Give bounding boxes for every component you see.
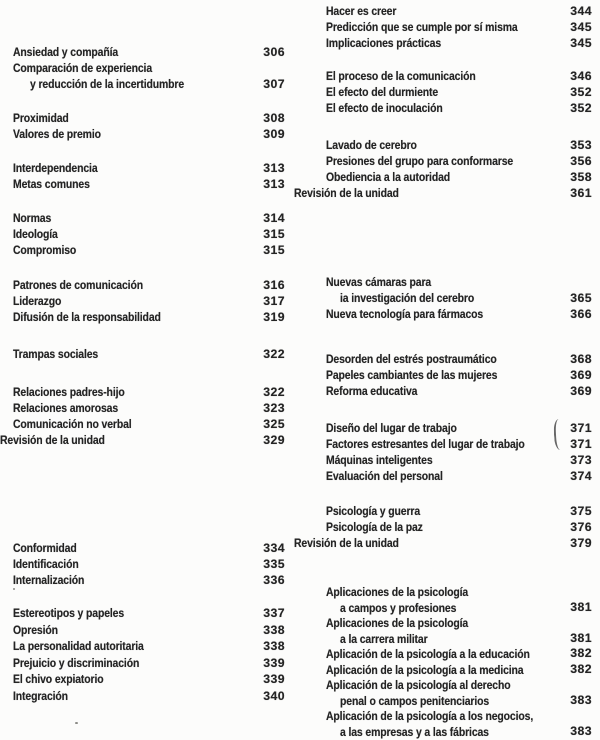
toc-entry-title: Internalización (13, 572, 84, 588)
toc-entry-page-number: 383 (570, 693, 592, 709)
toc-entry (294, 19, 594, 35)
toc-entry-title: Ansiedad y compañía (13, 44, 118, 60)
toc-entry (294, 631, 594, 647)
toc-entry-page-number: 371 (570, 420, 592, 436)
toc-entry-title: Difusión de la responsabilidad (13, 309, 161, 325)
toc-entry (294, 708, 594, 724)
toc-entry-page-number: 361 (570, 185, 592, 201)
toc-entry-title: Psicología de la paz (326, 519, 423, 535)
toc-entry (0, 638, 287, 655)
toc-entry (294, 724, 594, 740)
toc-entry (294, 452, 594, 468)
toc-entry-page-number: 338 (263, 622, 285, 639)
toc-entry-page-number: 315 (263, 226, 285, 242)
toc-entry (294, 185, 594, 201)
toc-entry-title: y reducción de la incertidumbre (30, 76, 184, 92)
toc-entry-title: Hacer es creer (326, 3, 396, 19)
toc-entry-title: Interdependencia (13, 160, 98, 176)
toc-entry-page-number: 345 (570, 35, 592, 51)
toc-entry (0, 540, 287, 556)
toc-entry-page-number: 358 (570, 169, 592, 185)
toc-entry (0, 416, 287, 432)
toc-entry-title: Desorden del estrés postraumático (326, 351, 497, 367)
toc-entry-page-number: 307 (263, 76, 285, 92)
toc-group (294, 351, 594, 399)
toc-entry-title: Conformidad (13, 540, 77, 556)
toc-group (0, 277, 287, 325)
toc-entry-title: Aplicación de la psicología a la medicina (326, 663, 524, 679)
toc-entry-page-number: 323 (263, 400, 285, 416)
toc-entry (0, 384, 287, 400)
toc-group (294, 503, 594, 551)
toc-entry-page-number: 322 (263, 384, 285, 400)
toc-entry-title: a la carrera militar (340, 632, 428, 648)
toc-group (0, 346, 287, 362)
toc-entry-page-number: 315 (263, 242, 285, 258)
toc-entry-title: Aplicación de la psicología a la educación (326, 647, 530, 663)
toc-entry (0, 572, 287, 588)
toc-entry-page-number: 338 (263, 638, 285, 655)
toc-entry-title: Diseño del lugar de trabajo (326, 420, 457, 436)
toc-entry (0, 60, 287, 76)
toc-entry (0, 210, 287, 226)
toc-entry-page-number: 376 (570, 519, 592, 535)
toc-entry (0, 605, 287, 622)
toc-entry (0, 44, 287, 60)
toc-group (0, 384, 287, 448)
toc-entry-page-number: 352 (570, 100, 592, 116)
toc-group (0, 160, 287, 192)
toc-entry (294, 351, 594, 367)
toc-entry (294, 677, 594, 693)
toc-entry-page-number: 316 (263, 277, 285, 293)
toc-entry-page-number: 379 (570, 535, 592, 551)
toc-entry-title: Trampas sociales (13, 346, 98, 362)
toc-entry-page-number: 375 (570, 503, 592, 519)
toc-entry-page-number: 374 (570, 468, 592, 484)
toc-entry-title: Papeles cambiantes de las mujeres (326, 367, 497, 383)
toc-entry-title: El efecto de inoculación (326, 100, 443, 116)
toc-entry-title: Aplicaciones de la psicología (326, 616, 468, 632)
toc-entry-page-number: 383 (570, 724, 592, 740)
toc-entry-page-number: 336 (263, 572, 285, 588)
toc-entry-page-number: 337 (263, 605, 285, 622)
toc-group (294, 420, 594, 484)
toc-entry-title: Valores de premio (13, 126, 101, 142)
toc-entry-title: Prejuicio y discriminación (13, 655, 139, 672)
toc-entry-page-number: 369 (570, 383, 592, 399)
toc-entry-title: Identificación (13, 556, 79, 572)
toc-entry (294, 367, 594, 383)
toc-entry-page-number: 313 (263, 160, 285, 176)
toc-entry (294, 420, 594, 436)
toc-entry (294, 646, 594, 662)
toc-entry-title: Nueva tecnología para fármacos (326, 306, 483, 322)
toc-entry (0, 622, 287, 639)
toc-entry (0, 76, 287, 92)
toc-entry (0, 126, 287, 142)
toc-entry (294, 137, 594, 153)
toc-entry-title: Evaluación del personal (326, 468, 443, 484)
toc-entry-title: Ideología (13, 226, 58, 242)
toc-entry-title: Nuevas cámaras para (326, 274, 431, 290)
toc-entry-page-number: 335 (263, 556, 285, 572)
toc-entry (294, 600, 594, 616)
toc-entry (0, 293, 287, 309)
toc-group (0, 605, 287, 704)
toc-entry-title: Aplicación de la psicología al derecho (326, 678, 511, 694)
toc-column-right (294, 0, 594, 735)
toc-entry (0, 400, 287, 416)
toc-entry-title: Integración (13, 688, 68, 705)
toc-entry-title: Implicaciones prácticas (326, 35, 441, 51)
toc-entry-page-number: 344 (570, 3, 592, 19)
toc-entry-title: Estereotipos y papeles (13, 605, 124, 622)
toc-entry-page-number: 382 (570, 646, 592, 662)
toc-entry-title: Reforma educativa (326, 383, 417, 399)
toc-entry (294, 306, 594, 322)
toc-entry-title: Patrones de comunicación (13, 277, 143, 293)
toc-group (294, 68, 594, 116)
toc-entry-page-number: 368 (570, 351, 592, 367)
toc-entry (294, 615, 594, 631)
toc-entry-title: Relaciones padres-hijo (13, 384, 125, 400)
toc-entry-title: La personalidad autoritaria (13, 638, 144, 655)
toc-entry-title: Proximidad (13, 110, 69, 126)
toc-entry (0, 556, 287, 572)
toc-entry (294, 100, 594, 116)
toc-entry-page-number: 381 (570, 631, 592, 647)
toc-entry-title: Opresión (13, 622, 58, 639)
toc-entry-title: Lavado de cerebro (326, 137, 417, 153)
toc-group (0, 210, 287, 258)
toc-entry-title: ia investigación del cerebro (340, 290, 474, 306)
toc-entry-page-number: 371 (570, 436, 592, 452)
toc-entry-page-number: 352 (570, 84, 592, 100)
toc-entry-page-number: 346 (570, 68, 592, 84)
toc-entry-page-number: 314 (263, 210, 285, 226)
toc-entry-title: Comparación de experiencia (13, 60, 152, 76)
toc-entry-page-number: 339 (263, 671, 285, 688)
toc-column-left (0, 0, 287, 735)
toc-entry-page-number: 329 (263, 432, 285, 448)
toc-entry (294, 290, 594, 306)
toc-entry-title: Compromiso (13, 242, 76, 258)
toc-entry (0, 655, 287, 672)
toc-group (0, 540, 287, 588)
toc-entry (294, 519, 594, 535)
toc-group (294, 137, 594, 201)
toc-entry (294, 169, 594, 185)
toc-entry-title: a las empresas y a las fábricas (340, 725, 489, 740)
toc-entry (294, 383, 594, 399)
toc-entry-page-number: 365 (570, 290, 592, 306)
toc-entry-page-number: 382 (570, 662, 592, 678)
toc-entry-page-number: 308 (263, 110, 285, 126)
toc-entry-title: Aplicación de la psicología a los negocios, (326, 709, 533, 725)
toc-entry (0, 671, 287, 688)
toc-entry-title: El proceso de la comunicación (326, 68, 476, 84)
toc-entry-title: Comunicación no verbal (13, 416, 132, 432)
toc-entry (294, 584, 594, 600)
toc-group (294, 584, 594, 739)
toc-entry (294, 3, 594, 19)
toc-entry-page-number: 322 (263, 346, 285, 362)
toc-entry (294, 35, 594, 51)
toc-entry-title: penal o campos penitenciarios (340, 694, 489, 710)
toc-group (0, 110, 287, 142)
toc-entry (0, 176, 287, 192)
toc-entry-page-number: 345 (570, 19, 592, 35)
toc-entry-title: Obediencia a la autoridad (326, 169, 450, 185)
toc-entry-page-number: 353 (570, 137, 592, 153)
toc-entry-page-number: 373 (570, 452, 592, 468)
toc-entry (294, 153, 594, 169)
toc-entry-page-number: 381 (570, 600, 592, 616)
toc-entry (0, 226, 287, 242)
scan-speck (13, 588, 15, 590)
toc-entry-page-number: 339 (263, 655, 285, 672)
toc-entry (294, 662, 594, 678)
toc-group (294, 3, 594, 51)
toc-entry-page-number: 356 (570, 153, 592, 169)
toc-entry (0, 346, 287, 362)
toc-entry (294, 535, 594, 551)
toc-entry-title: Revisión de la unidad (0, 432, 105, 448)
toc-entry (0, 309, 287, 325)
toc-entry-title: Presiones del grupo para conformarse (326, 153, 513, 169)
toc-entry-title: Máquinas inteligentes (326, 452, 433, 468)
toc-entry-title: a campos y profesiones (340, 601, 456, 617)
toc-group (0, 44, 287, 92)
toc-entry (294, 693, 594, 709)
toc-entry-title: Normas (13, 210, 51, 226)
toc-entry (0, 242, 287, 258)
toc-entry-page-number: 340 (263, 688, 285, 705)
toc-entry-page-number: 369 (570, 367, 592, 383)
toc-entry-page-number: 325 (263, 416, 285, 432)
toc-entry-title: Psicología y guerra (326, 503, 420, 519)
toc-entry-title: Metas comunes (13, 176, 90, 192)
toc-group (294, 274, 594, 322)
toc-entry (294, 436, 594, 452)
toc-entry-title: Revisión de la unidad (294, 535, 399, 551)
toc-entry-page-number: 313 (263, 176, 285, 192)
toc-entry-title: El chivo expiatorio (13, 671, 104, 688)
toc-entry-page-number: 317 (263, 293, 285, 309)
toc-entry-page-number: 306 (263, 44, 285, 60)
toc-entry-title: Revisión de la unidad (294, 185, 399, 201)
toc-entry (294, 68, 594, 84)
toc-entry (294, 503, 594, 519)
toc-entry-page-number: 366 (570, 306, 592, 322)
toc-entry-page-number: 334 (263, 540, 285, 556)
toc-entry (0, 110, 287, 126)
toc-entry-title: Relaciones amorosas (13, 400, 118, 416)
toc-entry-page-number: 319 (263, 309, 285, 325)
toc-entry-title: Aplicaciones de la psicología (326, 585, 468, 601)
toc-entry-title: Factores estresantes del lugar de trabajo (326, 436, 525, 452)
toc-entry (0, 688, 287, 705)
toc-entry (294, 274, 594, 290)
toc-entry-title: Liderazgo (13, 293, 61, 309)
toc-entry (0, 160, 287, 176)
toc-entry (0, 432, 287, 448)
scan-speck (75, 722, 78, 724)
toc-entry (294, 84, 594, 100)
toc-entry (294, 468, 594, 484)
toc-entry-title: El efecto del durmiente (326, 84, 438, 100)
toc-entry-page-number: 309 (263, 126, 285, 142)
toc-entry (0, 277, 287, 293)
toc-entry-title: Predicción que se cumple por sí misma (326, 19, 518, 35)
